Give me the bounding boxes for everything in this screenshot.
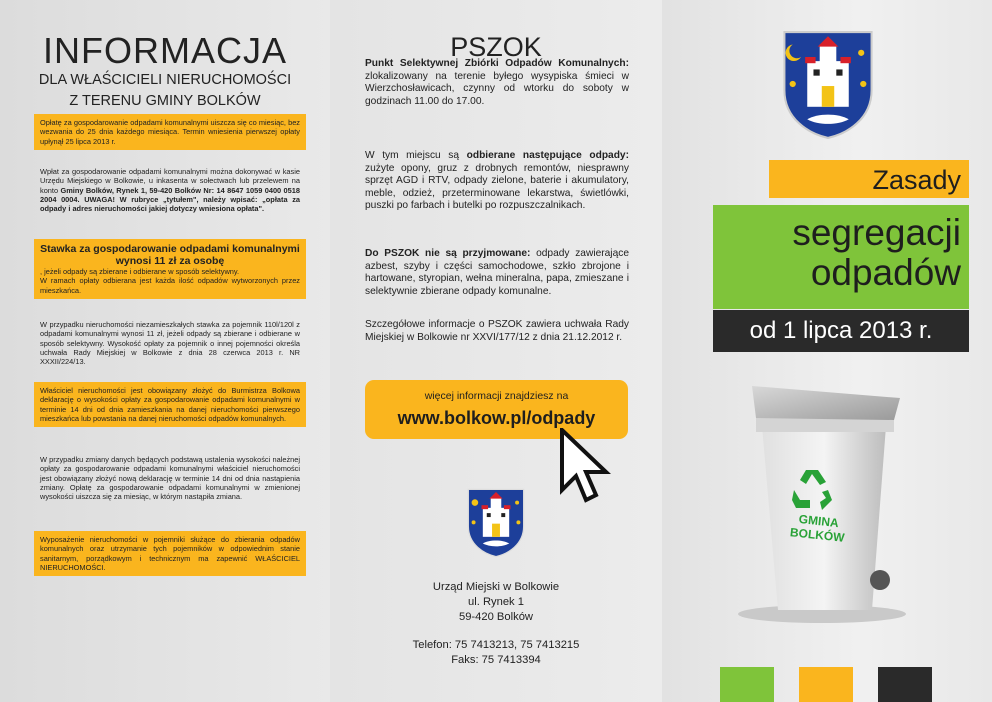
- bin-label-line1: GMINA: [798, 511, 840, 531]
- office-street: ul. Rynek 1: [468, 596, 524, 608]
- pszok-name: Punkt Selektywnej Zbiórki Odpadów Komunalnych:: [365, 58, 629, 69]
- office-postal: 59-420 Bolków: [458, 611, 533, 623]
- rate-text-b: W ramach opłaty odbierana jest każda ilość odpadów wytworzonych przez mieszkańca.: [40, 276, 300, 295]
- office-phone: Telefon: 75 7413213, 75 7413215: [412, 639, 580, 651]
- black-swatch: [878, 667, 932, 702]
- info-subtitle-1: DLA WŁAŚCICIELI NIERUCHOMOŚCI: [38, 72, 292, 88]
- title-zasady: Zasady: [769, 160, 969, 198]
- not-accepted-list: odpady zawierające azbest, szyby i części samochodowe, szkło zbrojone i hartowane, styropian, wełna mineralna, papa, zmieszane i selektywnie zbierane odpady komunalne.: [365, 248, 629, 297]
- info-title: INFORMACJA: [43, 30, 287, 71]
- bank-account-text: Gminy Bolków, Rynek 1, 59-420 Bolków Nr: 14 8647 1059 0400 0518 2004 0004. UWAGA! W rubryce „tytułem", należy wpisać: „opłata za odpady i adres nieruchomości jakiej dotyczy wniesiona opłata".: [40, 185, 300, 214]
- info-block-change: W przypadku zmiany danych będących podstawą ustalenia wysokości należnej opłaty za gospodarowanie odpadami komunalnymi właściciel nieruchomości jest obowiązany złożyć nową deklarację w terminie 14 dni od dnia nastąpienia zmiany. Opłatę za gospodarowanie odpadami komunalnymi w zmienionej wysokości uiszcza się za miesiąc, w którym nastąpiła zmiana.: [40, 455, 300, 502]
- info-block-declaration: Właściciel nieruchomości jest obowiązany złożyć do Burmistrza Bolkowa deklarację o wysokości opłaty za gospodarowanie odpadami komunalnymi w terminie 14 dni od dnia zamieszkania na danej nieruchomości pierwszego mieszkańca lub powstania na danej nieruchomości odpadów komunalnych.: [34, 382, 306, 427]
- accepted-lead: W tym miejscu są: [365, 150, 467, 161]
- info-block-uninhabited: W przypadku nieruchomości niezamieszkałych stawka za pojemnik 110l/120l z odpadami komunalnymi wynosi 11 zł, jeżeli odpady są zbierane i odbierane w sposób selektywny. Wysokość opłaty za pojemnik o innej pojemności określa uchwała Rady Miejskiej w Bolkowie z dnia 28 czerwca 2013 r. NR XXXII/224/13.: [40, 320, 300, 367]
- info-block-payment-deadline: Opłatę za gospodarowanie odpadami komunalnymi uiszcza się co miesiąc, bez wezwania do 25 dnia każdego miesiąca. Termin wniesienia pierwszej opłaty upłynął 25 lipca 2013 r.: [34, 114, 306, 150]
- pszok-description: [365, 58, 629, 108]
- rate-text-a: , jeżeli odpady są zbierane i odbierane w sposób selektywny.: [40, 267, 240, 276]
- office-name: Urząd Miejski w Bolkowie: [432, 581, 560, 593]
- payment-methods-text: Wpłat za gospodarowanie odpadami komunalnymi można dokonywać w kasie Urzędu Miejskiego w Bolkowie, u inkasenta w sołectwach lub przelewem na konto: [40, 167, 300, 195]
- title-segregacji: segregacji: [792, 212, 961, 253]
- website-link[interactable]: www.bolkow.pl/odpady: [397, 408, 596, 428]
- coat-of-arms-small-icon: [467, 487, 525, 559]
- info-block-rate: [34, 239, 306, 299]
- info-block-containers: Wyposażenie nieruchomości w pojemniki służące do zbierania odpadów komunalnych oraz utrzymanie tych pojemników w odpowiednim stanie sanitarnym, porządkowym i technicznym ma zapewnić WŁAŚCICIEL NIERUCHOMOŚCI.: [34, 531, 306, 576]
- coat-of-arms-large-icon: [782, 30, 874, 140]
- mouse-cursor-icon: [558, 428, 618, 508]
- office-fax: Faks: 75 7413394: [451, 654, 541, 666]
- pszok-accepted: [365, 150, 629, 213]
- title-segregacji-box: [713, 205, 969, 309]
- pszok-title: PSZOK: [450, 32, 542, 62]
- info-subtitle-2: Z TERENU GMINY BOLKÓW: [69, 93, 261, 109]
- rate-headline: Stawka za gospodarowanie odpadami komunalnymi wynosi 11 zł za osobę: [40, 243, 300, 267]
- title-date: od 1 lipca 2013 r.: [713, 310, 969, 352]
- accepted-heading: odbierane następujące odpady:: [466, 150, 629, 161]
- title-odpadow: odpadów: [810, 252, 961, 293]
- bin-label-line2: BOLKÓW: [789, 525, 846, 545]
- orange-swatch: [799, 667, 853, 702]
- pszok-resolution: Szczegółowe informacje o PSZOK zawiera uchwała Rady Miejskiej w Bolkowie nr XXVI/177/12 z dnia 21.12.2012 r.: [365, 319, 629, 343]
- accepted-list: zużyte opony, gruz z drobnych remontów, niesprawny sprzęt AGD i RTV, odpady zielone, baterie i akumulatory, meble, odzież, przeterminowane lekarstwa, świetlówki, puszki po farbach i butelki po rozpuszczalnikach.: [365, 162, 629, 212]
- pszok-not-accepted: [365, 248, 629, 298]
- website-link-caption: więcej informacji znajdziesz na: [424, 390, 569, 402]
- not-accepted-heading: Do PSZOK nie są przyjmowane:: [365, 248, 531, 259]
- pszok-location: zlokalizowany na terenie byłego wysypiska śmieci w Wierzchosławicach, czynny od wtorku do soboty w godzinach 11.00 do 17.00.: [365, 70, 629, 107]
- waste-bin-icon: [722, 378, 912, 628]
- info-block-payment-methods: [34, 167, 306, 213]
- green-swatch: [720, 667, 774, 702]
